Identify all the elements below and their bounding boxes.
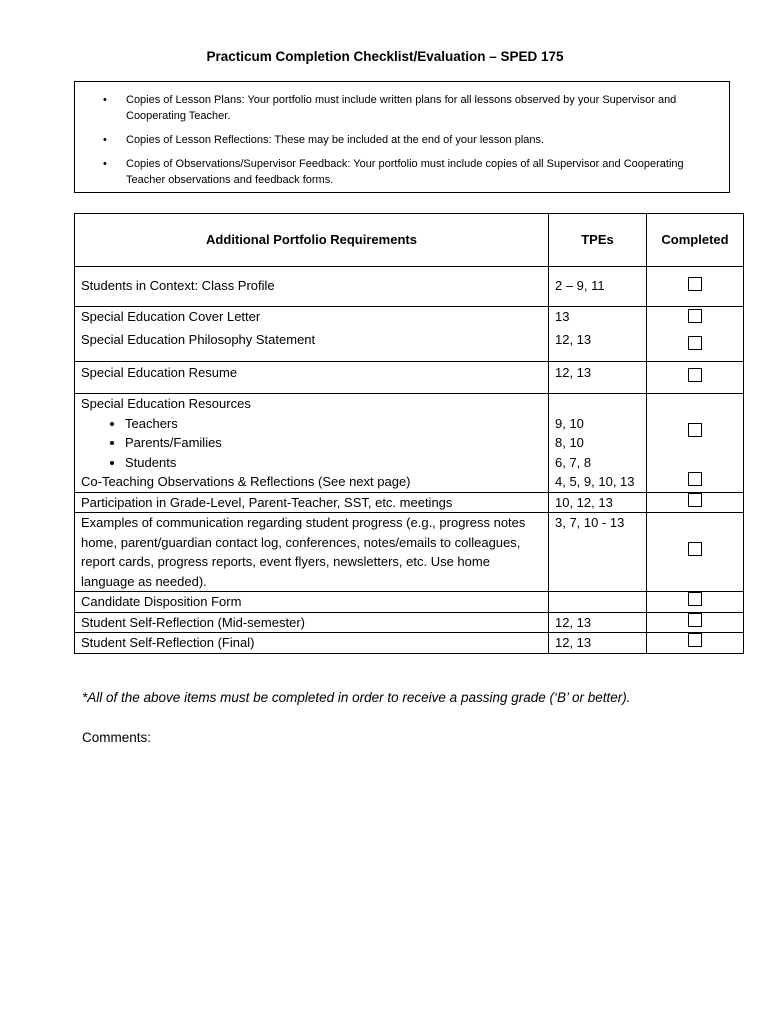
header-tpes: TPEs xyxy=(549,214,647,267)
completed-checkbox[interactable] xyxy=(688,633,702,647)
table-row xyxy=(75,267,744,307)
requirement-cell xyxy=(75,394,549,473)
completed-checkbox[interactable] xyxy=(688,277,702,291)
requirement-cell: Participation in Grade-Level, Parent-Teacher, SST, etc. meetings xyxy=(75,492,549,513)
requirements-table xyxy=(74,213,744,654)
requirement-cell: Co-Teaching Observations & Reflections (See next page) xyxy=(75,472,549,492)
completed-cell xyxy=(647,612,744,633)
tpes-value: 6, 7, 8 xyxy=(555,454,592,470)
passing-grade-note: *All of the above items must be completed in order to receive a passing grade (‘B’ or better). xyxy=(82,690,631,705)
tpes-cell xyxy=(549,592,647,613)
table-row xyxy=(75,633,744,654)
bullet-text: Copies of Observations/Supervisor Feedback: Your portfolio must include copies of all Supervisor and Cooperating Teacher observations and feedback forms. xyxy=(126,158,684,186)
table-row xyxy=(75,330,744,362)
completed-cell xyxy=(647,472,744,492)
tpes-cell: 12, 13 xyxy=(549,362,647,394)
requirement-cell: Special Education Philosophy Statement xyxy=(75,330,549,362)
list-item: • Parents/Families xyxy=(125,433,542,453)
resources-list xyxy=(81,414,542,473)
bullet-icon: • xyxy=(103,158,107,170)
bullet-text: Copies of Lesson Plans: Your portfolio must include written plans for all lessons observed by your Supervisor and Cooperating Teacher. xyxy=(126,94,677,122)
completed-checkbox[interactable] xyxy=(688,423,702,437)
page-title: Practicum Completion Checklist/Evaluation – SPED 175 xyxy=(206,49,564,64)
completed-checkbox[interactable] xyxy=(688,309,702,323)
tpes-cell: 2 – 9, 11 xyxy=(549,267,647,307)
header-requirements: Additional Portfolio Requirements xyxy=(75,214,549,267)
tpes-cell: 3, 7, 10 - 13 xyxy=(549,513,647,592)
completed-cell xyxy=(647,513,744,592)
completed-checkbox[interactable] xyxy=(688,336,702,350)
completed-cell xyxy=(647,307,744,330)
table-row xyxy=(75,472,744,492)
completed-cell xyxy=(647,394,744,473)
requirement-cell: Student Self-Reflection (Mid-semester) xyxy=(75,612,549,633)
bullet-icon: • xyxy=(103,94,107,106)
table-row xyxy=(75,362,744,394)
tpes-cell: 10, 12, 13 xyxy=(549,492,647,513)
table-row xyxy=(75,394,744,473)
tpes-cell: 12, 13 xyxy=(549,330,647,362)
comments-label: Comments: xyxy=(82,730,152,745)
completed-checkbox[interactable] xyxy=(688,542,702,556)
completed-cell xyxy=(647,267,744,307)
tpes-cell: 4, 5, 9, 10, 13 xyxy=(549,472,647,492)
completed-cell xyxy=(647,330,744,362)
tpes-cell: 13 xyxy=(549,307,647,330)
completed-cell xyxy=(647,592,744,613)
table-row xyxy=(75,612,744,633)
instructions-box xyxy=(74,81,730,193)
list-item: • Teachers xyxy=(125,414,542,434)
completed-checkbox[interactable] xyxy=(688,613,702,627)
requirement-cell: Special Education Cover Letter xyxy=(75,307,549,330)
completed-checkbox[interactable] xyxy=(688,592,702,606)
table-row xyxy=(75,307,744,330)
tpes-value: 8, 10 xyxy=(555,435,584,450)
header-completed: Completed xyxy=(647,214,744,267)
bullet-icon: • xyxy=(103,134,107,146)
requirement-cell: Special Education Resume xyxy=(75,362,549,394)
list-item: • Students xyxy=(125,453,542,473)
requirement-cell: Examples of communication regarding student progress (e.g., progress notes home, parent/guardian contact log, conferences, notes/emails to colleagues, report cards, progress reports, event flyers, newsletters, etc. Use home language as needed). xyxy=(75,513,549,592)
table-row xyxy=(75,592,744,613)
table-row xyxy=(75,513,744,592)
table-row xyxy=(75,492,744,513)
tpes-cell: 12, 13 xyxy=(549,612,647,633)
completed-cell xyxy=(647,492,744,513)
tpes-cell: 12, 13 xyxy=(549,633,647,654)
completed-cell xyxy=(647,633,744,654)
completed-cell xyxy=(647,362,744,394)
bullet-text: Copies of Lesson Reflections: These may be included at the end of your lesson plans. xyxy=(126,134,545,146)
tpes-value: 9, 10 xyxy=(555,415,584,431)
completed-checkbox[interactable] xyxy=(688,368,702,382)
requirement-cell: Student Self-Reflection (Final) xyxy=(75,633,549,654)
completed-checkbox[interactable] xyxy=(688,472,702,486)
tpes-cell xyxy=(549,394,647,473)
resources-title: Special Education Resources xyxy=(81,396,251,411)
requirement-cell: Students in Context: Class Profile xyxy=(75,267,549,307)
table-header-row xyxy=(75,214,744,267)
completed-checkbox[interactable] xyxy=(688,493,702,507)
requirement-cell: Candidate Disposition Form xyxy=(75,592,549,613)
